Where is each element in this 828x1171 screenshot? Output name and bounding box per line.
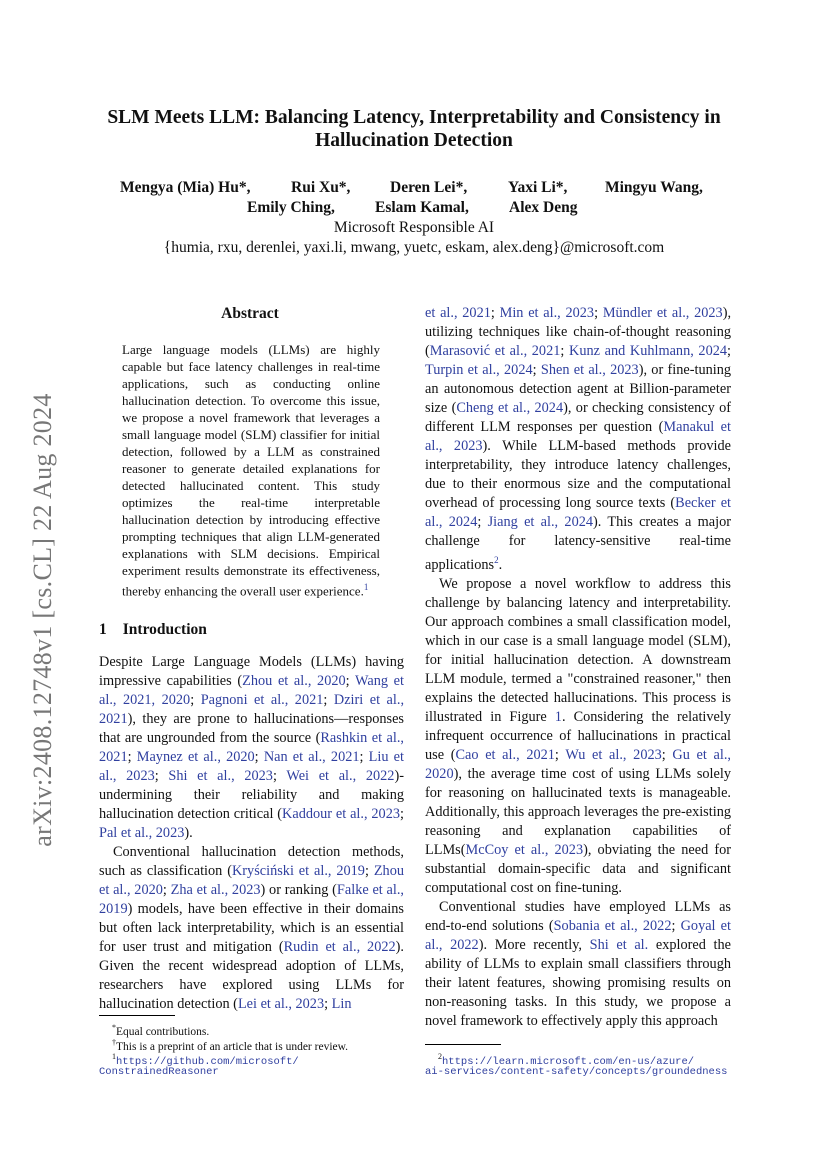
footnote-2-url-cont[interactable]: ai-services/content-safety/concepts/groundedness xyxy=(425,1066,728,1078)
text-run: ; xyxy=(162,882,171,898)
citation-link[interactable]: Jiang et al., 2024 xyxy=(487,514,594,530)
text-run: ; xyxy=(477,514,488,530)
text-run: ), the average time cost of using LLMs solely for reasoning on hallucinated texts is manageable. Additionally, this approach leverages the pre-existing reasoning and explanation capabilities of LLMs( xyxy=(425,765,731,858)
citation-link[interactable]: Wei et al., 2022 xyxy=(286,768,395,784)
text-run: ; xyxy=(359,749,369,765)
footnote-1-line-2 xyxy=(99,1064,219,1079)
footnote-2-url[interactable]: https://learn.microsoft.com/en-us/azure/ xyxy=(442,1055,695,1068)
footnote-1-line-1: $^1$https://github.com/microsoft/ xyxy=(112,1052,299,1068)
text-run: ), obviating the need for substantial domain-specific data and significant computational cost on fine-tuning. xyxy=(425,841,731,896)
author-4: Yaxi Li*, xyxy=(508,179,568,196)
author-2: Rui Xu*, xyxy=(291,179,351,196)
paragraph xyxy=(425,898,731,1031)
citation-link[interactable]: Pal et al., 2023 xyxy=(99,825,185,841)
text-run: ; xyxy=(560,343,569,359)
citation-link[interactable]: Cao et al., 2021 xyxy=(455,746,555,763)
text-run: ; xyxy=(127,749,137,765)
footnote-mark[interactable]: 2 xyxy=(494,555,499,565)
text-run: ; xyxy=(254,749,264,765)
paragraph xyxy=(99,843,404,1014)
arxiv-identifier: arXiv:2408.12748v1 [cs.CL] 22 Aug 2024 xyxy=(28,393,57,847)
text-run: ; xyxy=(400,806,404,822)
citation-link[interactable]: Pagnoni et al., 2021 xyxy=(200,692,324,708)
citation-link[interactable]: Mündler et al., 2023 xyxy=(602,305,723,321)
text-run: ; xyxy=(364,863,374,879)
citation-link[interactable]: Rudin et al., 2022 xyxy=(283,939,396,955)
text-run: ; xyxy=(154,768,169,784)
right-column-body xyxy=(425,304,731,1031)
text-run: ; xyxy=(554,746,566,763)
footnote-rule-left xyxy=(99,1015,175,1016)
citation-link[interactable]: Liu et al., 2023 xyxy=(99,749,404,784)
citation-link[interactable]: Shi et al. xyxy=(589,936,649,953)
citation-link[interactable]: Min et al., 2023 xyxy=(499,305,595,321)
text-run: Conventional hallucination detection methods, such as classification ( xyxy=(99,844,404,879)
paragraph xyxy=(425,575,731,898)
citation-link[interactable]: Gu et al., 2020 xyxy=(425,746,731,782)
citation-link[interactable]: et al., 2021 xyxy=(425,305,491,321)
citation-link[interactable]: Becker et al., 2024 xyxy=(425,495,732,530)
text-run: Conventional studies have employed LLMs as end-to-end solutions ( xyxy=(425,898,731,934)
citation-link[interactable]: Wu et al., 2023 xyxy=(565,746,662,763)
text-run: ). While LLM-based methods provide interpretability, they introduce latency challenges, due to their enormous size and the computational overhead of processing long source texts ( xyxy=(425,438,731,511)
text-run: . xyxy=(498,556,503,573)
citation-link[interactable]: Kaddour et al., 2023 xyxy=(282,806,401,822)
author-3: Deren Lei*, xyxy=(390,179,468,196)
author-1: Mengya (Mia) Hu*, xyxy=(120,179,251,196)
left-column-body xyxy=(99,653,404,1014)
text-run: ; xyxy=(594,305,603,321)
citation-link[interactable]: Kunz and Kuhlmann, 2024 xyxy=(569,343,728,359)
text-run: ), they are prone to hallucinations—responses that are ungrounded from the source ( xyxy=(99,711,404,746)
section-title: Introduction xyxy=(122,621,207,638)
paper-title xyxy=(80,106,748,152)
citation-link[interactable]: Maynez et al., 2020 xyxy=(136,749,255,765)
citation-link[interactable]: Marasović et al., 2021 xyxy=(429,343,561,359)
citation-link[interactable]: Lei et al., 2023 xyxy=(237,996,325,1012)
text-run: ; xyxy=(490,305,500,321)
citation-link[interactable]: Zhou et al., 2020 xyxy=(99,863,404,898)
text-run: ; xyxy=(532,362,541,378)
abstract-text: Large language models (LLMs) are highly capable but face latency challenges in real-time applications, such as conducting online hallucination detection. To overcome this issue, we propose a novel framework that leverages a small language model (SLM) classifier for initial detection, followed by a LLM as constrained reasoner to generate detailed explanations for detected hallucinated content. This study optimizes the real-time interpretable hallucination detection by introducing effective prompting techniques that align LLM-generated explanations with SLM decisions. Empirical experiment results demonstrate its effectiveness, thereby enhancing the overall user experience. xyxy=(122,342,380,599)
citation-link[interactable]: Nan et al., 2021 xyxy=(263,749,360,765)
text-run: ; xyxy=(345,673,356,689)
text-run: ), or checking consistency of different LLM responses per question ( xyxy=(425,400,731,435)
footnote-1-url[interactable]: https://github.com/microsoft/ xyxy=(116,1055,299,1068)
text-run: ; xyxy=(324,996,332,1012)
footnote-1-url-cont[interactable]: ConstrainedReasoner xyxy=(99,1066,219,1078)
citation-link[interactable]: Wang et al., 2021, 2020 xyxy=(99,673,404,708)
citation-link[interactable]: Zhou et al., 2020 xyxy=(242,673,346,689)
footnote-preprint: †This is a preprint of an article that is under review. xyxy=(112,1038,349,1053)
text-run: ; xyxy=(661,746,673,763)
text-run: ; xyxy=(323,692,334,708)
text-run: explored the ability of LLMs to explain small classifiers through their latent features, showing promising results on non-reasoning tasks. In this study, we propose a novel framework to effectively apply this approach xyxy=(425,936,731,1029)
arxiv-side-stamp xyxy=(18,355,68,885)
text-run: ). This creates a major challenge for latency-sensitive real-time applications xyxy=(425,514,732,573)
citation-link[interactable]: Sobania et al., 2022 xyxy=(553,917,672,934)
citation-link[interactable]: Kryściński et al., 2019 xyxy=(231,863,365,879)
text-run: ), or fine-tuning an autonomous detection agent at Billion-parameter size ( xyxy=(425,362,732,416)
citation-link[interactable]: Rashkin et al., 2021 xyxy=(99,730,404,765)
citation-link[interactable]: Goyal et al., 2022 xyxy=(425,917,731,953)
author-5: Mingyu Wang, xyxy=(605,179,703,196)
abstract-body xyxy=(122,341,380,599)
text-run: ). Given the recent widespread adoption of LLMs, researchers have explored using LLMs for hallucination detection ( xyxy=(99,939,404,1012)
text-run: ; xyxy=(190,692,201,708)
affiliation: Microsoft Responsible AI xyxy=(333,219,495,236)
citation-link[interactable]: Dziri et al., 2021 xyxy=(99,692,405,727)
text-run: ; xyxy=(272,768,287,784)
footnote-2-line-2 xyxy=(425,1064,727,1079)
text-run: ), utilizing techniques like chain-of-thought reasoning ( xyxy=(425,305,732,359)
author-6: Emily Ching, xyxy=(247,199,335,216)
section-number: 1 xyxy=(99,621,107,638)
footnote-rule-right xyxy=(425,1044,501,1045)
text-run: ; xyxy=(671,917,681,934)
footnote-equal-contribution: *Equal contributions. xyxy=(112,1023,210,1038)
text-run: . Considering the relatively infrequent occurrence of hallucinations in practical use ( xyxy=(425,708,732,763)
text-run: We propose a novel workflow to address this challenge by balancing latency and interpretability. Our approach combines a small classification model, which in our case is a small language model (SLM), for initial hallucination detection. A downstream LLM module, termed a "constrained reasoner," then explains the detected hallucinations. This process is illustrated in Figure xyxy=(425,575,731,725)
citation-link[interactable]: Lin xyxy=(331,996,352,1012)
citation-link[interactable]: Manakul et al., 2023 xyxy=(425,419,732,454)
citation-link[interactable]: Cheng et al., 2024 xyxy=(456,400,564,416)
abstract-footnote-mark[interactable]: 1 xyxy=(363,582,369,592)
abstract-heading: Abstract xyxy=(221,305,279,322)
text-run: ). xyxy=(184,825,193,841)
text-run: ) or ranking ( xyxy=(260,882,337,898)
section-heading-introduction xyxy=(99,621,207,639)
citation-link[interactable]: Shen et al., 2023 xyxy=(540,362,639,378)
footnote-2-line-1: $^2$https://learn.microsoft.com/en-us/azure/ xyxy=(438,1052,695,1068)
paragraph xyxy=(425,304,731,575)
author-7: Eslam Kamal, xyxy=(375,199,469,216)
title-line-2: Hallucination Detection xyxy=(315,130,513,151)
title-line-1: SLM Meets LLM: Balancing Latency, Interpretability and Consistency in xyxy=(107,107,721,128)
author-8: Alex Deng xyxy=(509,199,578,216)
text-run: )-undermining their reliability and making hallucination detection critical ( xyxy=(99,768,404,822)
citation-link[interactable]: Zha et al., 2023 xyxy=(170,882,261,898)
text-run: ). More recently, xyxy=(478,936,590,953)
citation-link[interactable]: 1 xyxy=(554,708,562,725)
text-run: ; xyxy=(727,343,732,359)
citation-link[interactable]: McCoy et al., 2023 xyxy=(465,841,584,858)
paragraph xyxy=(99,653,404,843)
citation-link[interactable]: Falke et al., 2019 xyxy=(99,882,404,917)
citation-link[interactable]: Turpin et al., 2024 xyxy=(425,362,533,378)
author-emails: {humia, rxu, derenlei, yaxi.li, mwang, yuetc, eskam, alex.deng}@microsoft.com xyxy=(163,239,665,256)
text-run: ) models, have been effective in their domains but often lack interpretability, which is an essential for user trust and mitigation ( xyxy=(99,901,404,955)
text-run: Despite Large Language Models (LLMs) having impressive capabilities ( xyxy=(99,654,404,689)
citation-link[interactable]: Shi et al., 2023 xyxy=(168,768,273,784)
